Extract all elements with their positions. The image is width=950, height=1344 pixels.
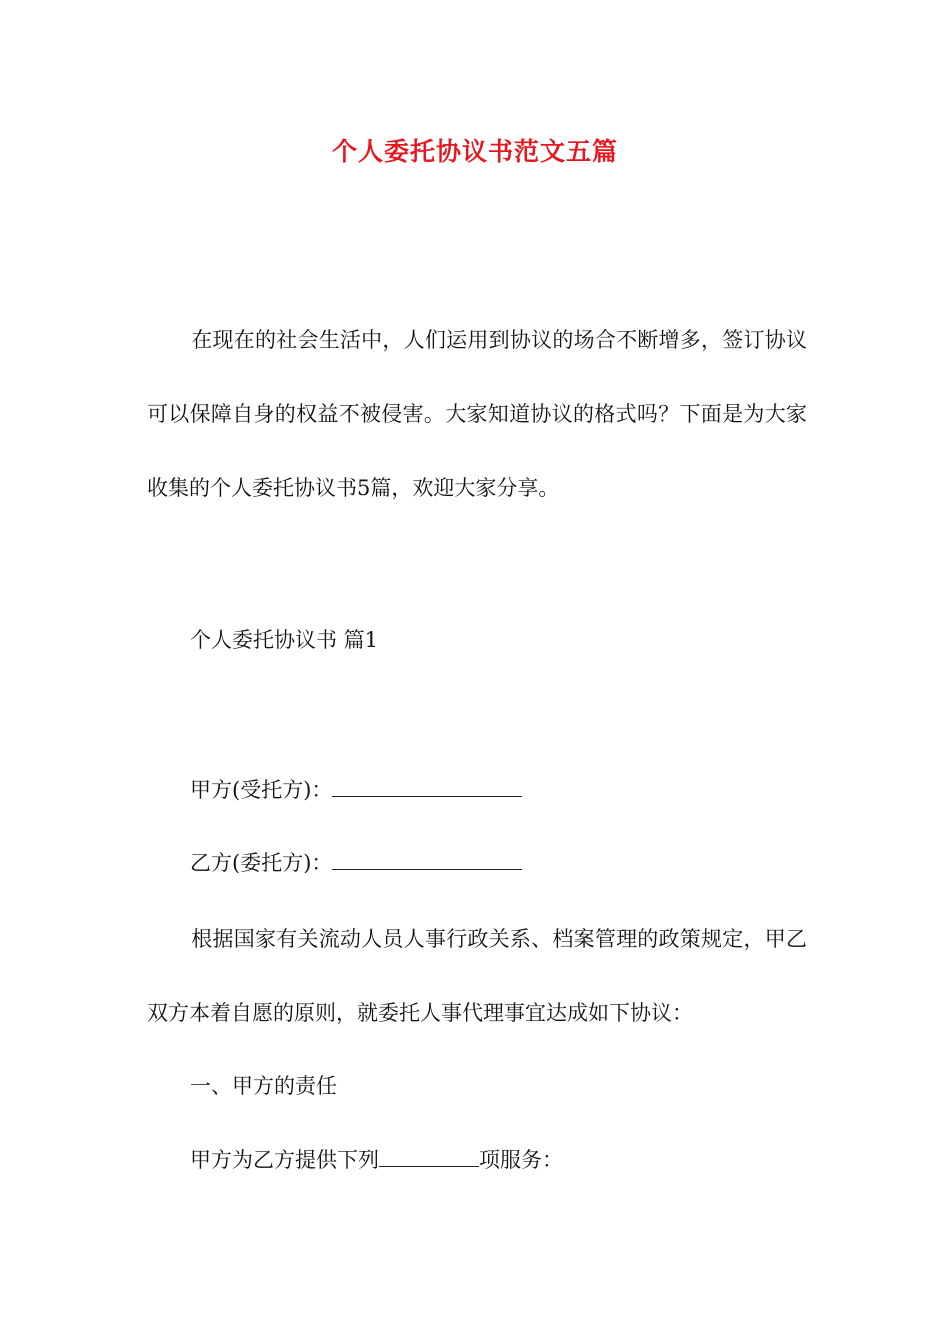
- clause-one-heading: 一、甲方的责任: [190, 1074, 337, 1098]
- party-a-blank: [332, 776, 522, 797]
- basis-paragraph: [147, 902, 807, 1050]
- section-heading: 个人委托协议书 篇1: [190, 628, 379, 652]
- party-b-line: [190, 843, 522, 883]
- party-b-label: 乙方(委托方)：: [190, 851, 333, 875]
- intro-text: 在现在的社会生活中，人们运用到协议的场合不断增多，签订协议可以保障自身的权益不被侵害。大家知道协议的格式吗？下面是为大家收集的个人委托协议书5篇，欢迎大家分享。: [147, 328, 807, 500]
- basis-text: 根据国家有关流动人员人事行政关系、档案管理的政策规定，甲乙双方本着自愿的原则，就委托人事代理事宜达成如下协议：: [147, 927, 807, 1025]
- document-title: 个人委托协议书范文五篇: [331, 137, 618, 166]
- service-count-blank: [379, 1146, 479, 1167]
- intro-paragraph: [147, 303, 807, 525]
- service-line-suffix: 项服务：: [479, 1148, 563, 1172]
- service-line-prefix: 甲方为乙方提供下列: [190, 1148, 379, 1172]
- party-a-label: 甲方(受托方)：: [190, 778, 333, 802]
- party-b-blank: [332, 849, 522, 870]
- service-line: [190, 1140, 563, 1180]
- party-a-line: [190, 770, 522, 810]
